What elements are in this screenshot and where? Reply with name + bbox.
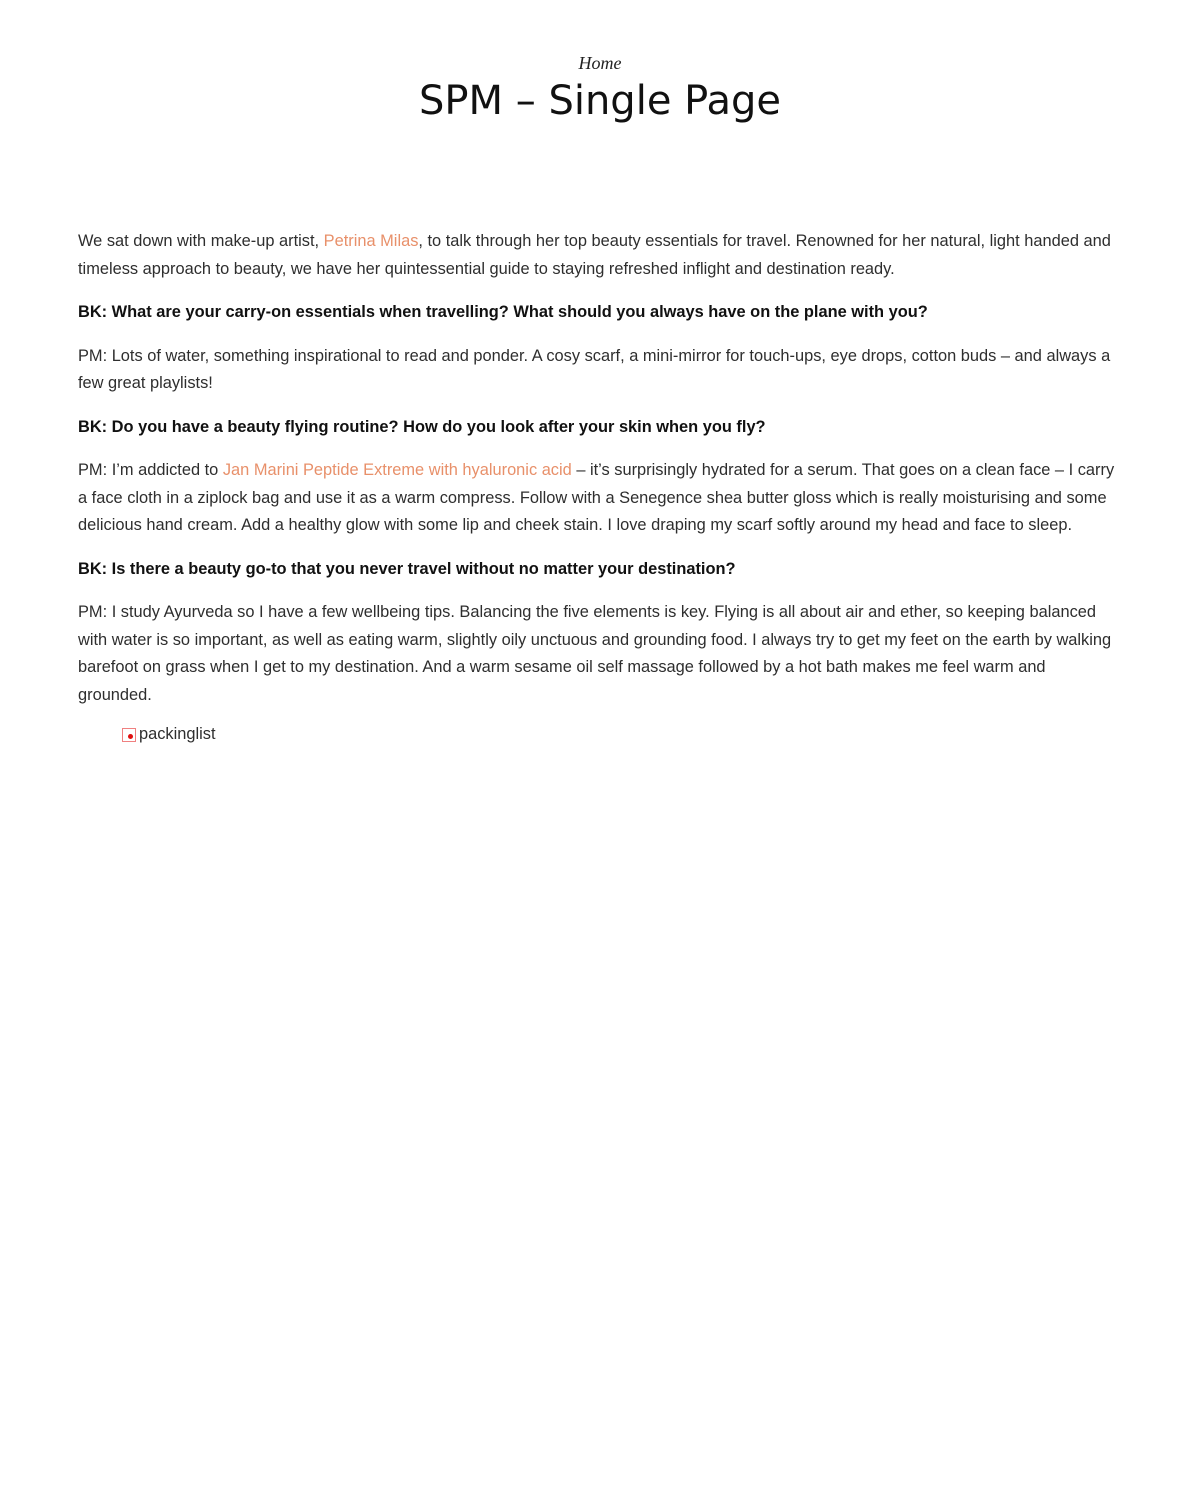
answer-2-before: PM: I’m addicted to [78,461,223,479]
intro-text-after: , to talk through her top beauty essentials for travel. Renowned for her natural, light handed and timeless approach to beauty, we have her quintessential guide to staying refreshed inflight and destination ready. [78,232,1111,278]
answer-2 [78,457,1123,540]
jan-marini-product-link[interactable]: Jan Marini Peptide Extreme with hyaluronic acid [222,461,572,479]
broken-image-icon [122,728,136,742]
intro-paragraph [78,228,1123,283]
intro-text-before: We sat down with make-up artist, [78,232,324,250]
answer-1: PM: Lots of water, something inspirational to read and ponder. A cosy scarf, a mini-mirror for touch-ups, eye drops, cotton buds – and always a few great playlists! [78,346,1111,392]
article-content [78,228,1123,744]
petrina-milas-link[interactable]: Petrina Milas [323,232,419,250]
page-header [0,0,1200,126]
question-2: BK: Do you have a beauty flying routine? How do you look after your skin when you fly? [78,417,766,436]
answer-2-after: – it’s surprisingly hydrated for a serum. That goes on a clean face – I carry a face cloth in a ziplock bag and use it as a warm compress. Follow with a Senegence shea butter gloss which is really moisturising and some delicious hand cream. Add a healthy glow with some lip and cheek stain. I love draping my scarf softly around my head and face to sleep. [78,461,1115,534]
page-title: SPM – Single Page [419,78,781,124]
packinglist-image [122,725,1123,744]
image-alt-text: packinglist [139,725,216,743]
question-3: BK: Is there a beauty go-to that you never travel without no matter your destination? [78,559,736,578]
answer-3: PM: I study Ayurveda so I have a few wellbeing tips. Balancing the five elements is key. Flying is all about air and ether, so keeping balanced with water is so important, as well as eating warm, slightly oily unctuous and grounding food. I always try to get my feet on the earth by walking barefoot on grass when I get to my destination. And a warm sesame oil self massage followed by a hot bath makes me feel warm and grounded. [78,603,1112,704]
question-1: BK: What are your carry-on essentials when travelling? What should you always have on the plane with you? [78,303,928,321]
breadcrumb-home[interactable]: Home [578,53,622,73]
